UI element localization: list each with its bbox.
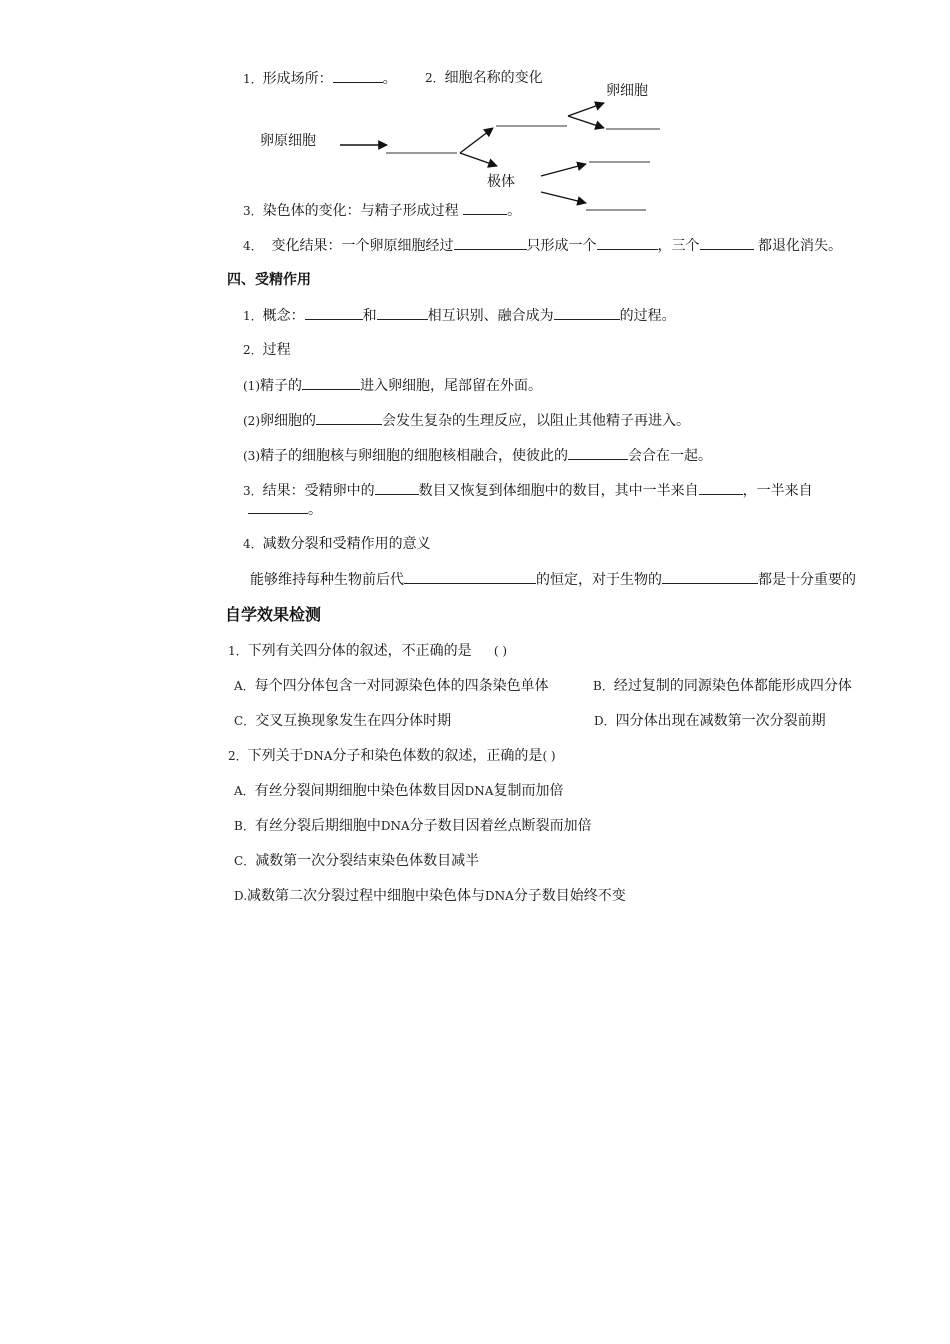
diagram-oogonium-label: 卵原细胞: [260, 133, 316, 149]
arrow-polar-2: [541, 192, 586, 203]
diagram-egg-cell-label: 卵细胞: [606, 83, 648, 99]
fertilization-meaning: 4．减数分裂和受精作用的意义: [243, 536, 431, 552]
blank-division-type[interactable]: [454, 236, 527, 250]
blank-step-3[interactable]: [568, 446, 628, 460]
blank-step-2[interactable]: [316, 411, 382, 425]
blank-result-2[interactable]: [699, 481, 743, 495]
blank-step-1[interactable]: [302, 376, 360, 390]
blank-result-1[interactable]: [375, 481, 419, 495]
blank-egg-result[interactable]: [597, 236, 658, 250]
arrow-to-second-polar: [568, 116, 604, 128]
question-1: 1．下列有关四分体的叙述，不正确的是 ( ): [228, 643, 508, 659]
blank-concept-2[interactable]: [377, 306, 428, 320]
q2-answer-bracket[interactable]: ( ): [542, 749, 556, 763]
item4-change-result: 4． 变化结果：一个卵原细胞经过 只形成一个 ，三个 都退化消失。: [243, 238, 842, 254]
q1-option-c[interactable]: C．交叉互换现象发生在四分体时期: [234, 713, 452, 729]
fertilization-process: 2．过程: [243, 342, 291, 358]
arrow-to-polar-body: [460, 153, 497, 166]
blank-concept-3[interactable]: [554, 306, 620, 320]
q1-option-b[interactable]: B．经过复制的同源染色体都能形成四分体: [593, 678, 852, 694]
q2-option-b[interactable]: B．有丝分裂后期细胞中DNA分子数目因着丝点断裂而加倍: [234, 818, 592, 834]
process-step-2: (2)卵细胞的 会发生复杂的生理反应，以阻止其他精子再进入。: [243, 413, 690, 429]
blank-result-3[interactable]: [248, 500, 308, 514]
blank-polar-bodies[interactable]: [700, 236, 754, 250]
q2-option-c[interactable]: C．减数第一次分裂结束染色体数目减半: [234, 853, 480, 869]
blank-chromosome-compare[interactable]: [463, 201, 507, 215]
oogenesis-diagram: [0, 0, 950, 260]
q1-option-a[interactable]: A．每个四分体包含一对同源染色体的四条染色单体: [234, 678, 549, 694]
fertilization-result-cont: 。: [248, 500, 322, 519]
fertilization-heading: 四、受精作用: [227, 272, 311, 288]
item1-formation-place: 1．形成场所： 。: [243, 71, 397, 87]
question-2: 2．下列关于DNA分子和染色体数的叙述，正确的是( ): [228, 748, 556, 764]
process-step-3: (3)精子的细胞核与卵细胞的细胞核相融合，使彼此的 会合在一起。: [243, 448, 712, 464]
fertilization-concept: 1．概念： 和 相互识别、融合成为 的过程。: [243, 308, 676, 324]
q2-option-d[interactable]: D.减数第二次分裂过程中细胞中染色体与DNA分子数目始终不变: [234, 888, 626, 904]
arrow-to-egg: [568, 103, 604, 116]
q1-option-d[interactable]: D．四分体出现在减数第一次分裂前期: [594, 713, 826, 729]
diagram-polar-body-label: 极体: [487, 174, 515, 190]
q1-answer-bracket[interactable]: ( ): [493, 644, 508, 658]
arrow-to-secondary-oocyte: [460, 128, 493, 153]
arrow-polar-1: [541, 164, 586, 176]
q2-option-a[interactable]: A．有丝分裂间期细胞中染色体数目因DNA复制而加倍: [234, 783, 564, 799]
item3-chromosome-change: 3．染色体的变化：与精子形成过程 。: [243, 203, 522, 219]
self-test-heading: 自学效果检测: [225, 605, 322, 624]
blank-meaning-2[interactable]: [662, 570, 758, 584]
blank-concept-1[interactable]: [305, 306, 363, 320]
meaning-text: 能够维持每种生物前后代 的恒定，对于生物的 都是十分重要的: [250, 572, 856, 588]
item2-cell-name-change: 2．细胞名称的变化: [425, 70, 543, 86]
fertilization-result: 3．结果：受精卵中的 数目又恢复到体细胞中的数目，其中一半来自 ，一半来自: [243, 483, 813, 499]
blank-meaning-1[interactable]: [404, 570, 536, 584]
process-step-1: (1)精子的 进入卵细胞，尾部留在外面。: [243, 378, 542, 394]
